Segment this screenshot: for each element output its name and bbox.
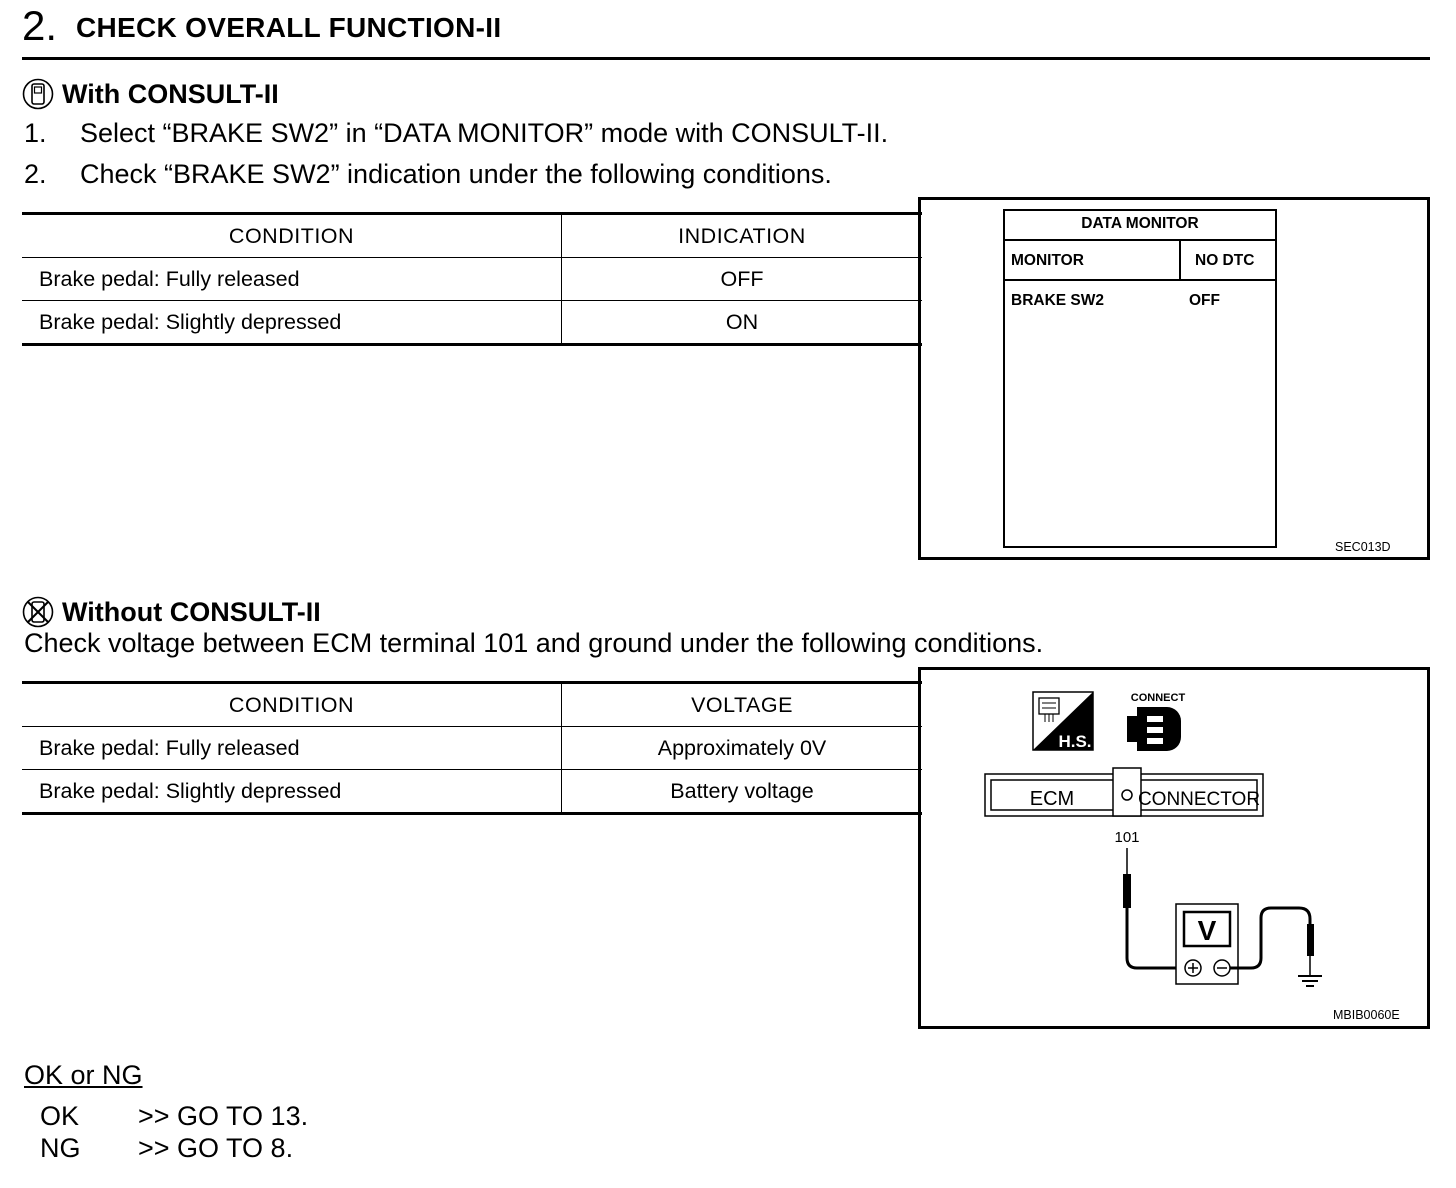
status-column-label: NO DTC bbox=[1195, 252, 1255, 269]
without-consult-heading bbox=[22, 596, 321, 628]
data-monitor-screen bbox=[1003, 209, 1277, 548]
table-row bbox=[22, 770, 922, 814]
connector-icon bbox=[1127, 692, 1185, 751]
no-consult-icon bbox=[22, 596, 54, 628]
screen-divider bbox=[1005, 239, 1275, 241]
screen-divider bbox=[1005, 279, 1275, 281]
screen-title: DATA MONITOR bbox=[1081, 215, 1199, 232]
voltage-cell: Battery voltage bbox=[562, 770, 923, 814]
result-ok-line bbox=[40, 1101, 308, 1132]
screen-column-divider bbox=[1179, 239, 1181, 279]
table-header-row bbox=[22, 683, 922, 727]
with-consult-heading bbox=[22, 78, 279, 110]
connect-label: CONNECT bbox=[1130, 692, 1186, 704]
monitor-item-value: OFF bbox=[1189, 292, 1220, 309]
data-monitor-figure bbox=[918, 197, 1430, 560]
consult-tool-icon bbox=[22, 78, 54, 110]
result-action: >> GO TO 13. bbox=[138, 1101, 309, 1131]
condition-cell: Brake pedal: Slightly depressed bbox=[22, 770, 562, 814]
connector-label: CONNECTOR bbox=[1137, 789, 1261, 810]
column-header-condition: CONDITION bbox=[22, 214, 562, 258]
voltmeter-label: V bbox=[1197, 915, 1217, 946]
result-key: OK bbox=[40, 1101, 80, 1131]
column-header-indication: INDICATION bbox=[562, 214, 923, 258]
voltage-cell: Approximately 0V bbox=[562, 727, 923, 770]
title-divider bbox=[22, 57, 1430, 60]
result-action: >> GO TO 8. bbox=[138, 1133, 294, 1163]
figure-id: SEC013D bbox=[1335, 540, 1391, 554]
positive-probe bbox=[1123, 874, 1131, 908]
instruction-number: 2. bbox=[24, 159, 47, 189]
step-number: 2. bbox=[22, 2, 58, 49]
indication-cell: OFF bbox=[562, 258, 923, 301]
condition-cell: Brake pedal: Fully released bbox=[22, 258, 562, 301]
indication-cell: ON bbox=[562, 301, 923, 345]
figure-id: MBIB0060E bbox=[1333, 1008, 1400, 1022]
instruction-line-2 bbox=[24, 159, 832, 190]
result-key: NG bbox=[40, 1133, 81, 1163]
step-title: CHECK OVERALL FUNCTION-II bbox=[76, 12, 502, 43]
monitor-item-name: BRAKE SW2 bbox=[1011, 292, 1105, 309]
condition-cell: Brake pedal: Fully released bbox=[22, 727, 562, 770]
monitor-column-label: MONITOR bbox=[1011, 252, 1084, 269]
table-header-row bbox=[22, 214, 922, 258]
indication-table bbox=[22, 212, 922, 346]
negative-probe bbox=[1307, 924, 1314, 956]
hs-label: H.S. bbox=[1058, 732, 1092, 751]
ecm-label: ECM bbox=[1029, 788, 1075, 810]
voltage-instruction: Check voltage between ECM terminal 101 and ground under the following conditions. bbox=[24, 628, 1044, 658]
harness-side-icon bbox=[1033, 692, 1093, 751]
table-row bbox=[22, 301, 922, 345]
voltage-table bbox=[22, 681, 922, 815]
condition-cell: Brake pedal: Slightly depressed bbox=[22, 301, 562, 345]
with-consult-label: With CONSULT-II bbox=[62, 78, 279, 109]
result-heading: OK or NG bbox=[24, 1060, 143, 1090]
instruction-text: Check “BRAKE SW2” indication under the following conditions. bbox=[80, 159, 832, 189]
wiring-figure bbox=[918, 667, 1430, 1029]
table-row bbox=[22, 258, 922, 301]
connector-latch bbox=[1113, 768, 1141, 816]
ground-icon bbox=[1298, 976, 1322, 986]
without-consult-label: Without CONSULT-II bbox=[62, 596, 321, 627]
result-ng-line bbox=[40, 1133, 293, 1164]
wiring-diagram bbox=[921, 670, 1427, 1026]
column-header-voltage: VOLTAGE bbox=[562, 683, 923, 727]
terminal-label: 101 bbox=[1114, 829, 1140, 846]
instruction-line-1 bbox=[24, 118, 888, 149]
instruction-text: Select “BRAKE SW2” in “DATA MONITOR” mode with CONSULT-II. bbox=[80, 118, 889, 148]
instruction-number: 1. bbox=[24, 118, 47, 148]
column-header-condition: CONDITION bbox=[22, 683, 562, 727]
table-row bbox=[22, 727, 922, 770]
